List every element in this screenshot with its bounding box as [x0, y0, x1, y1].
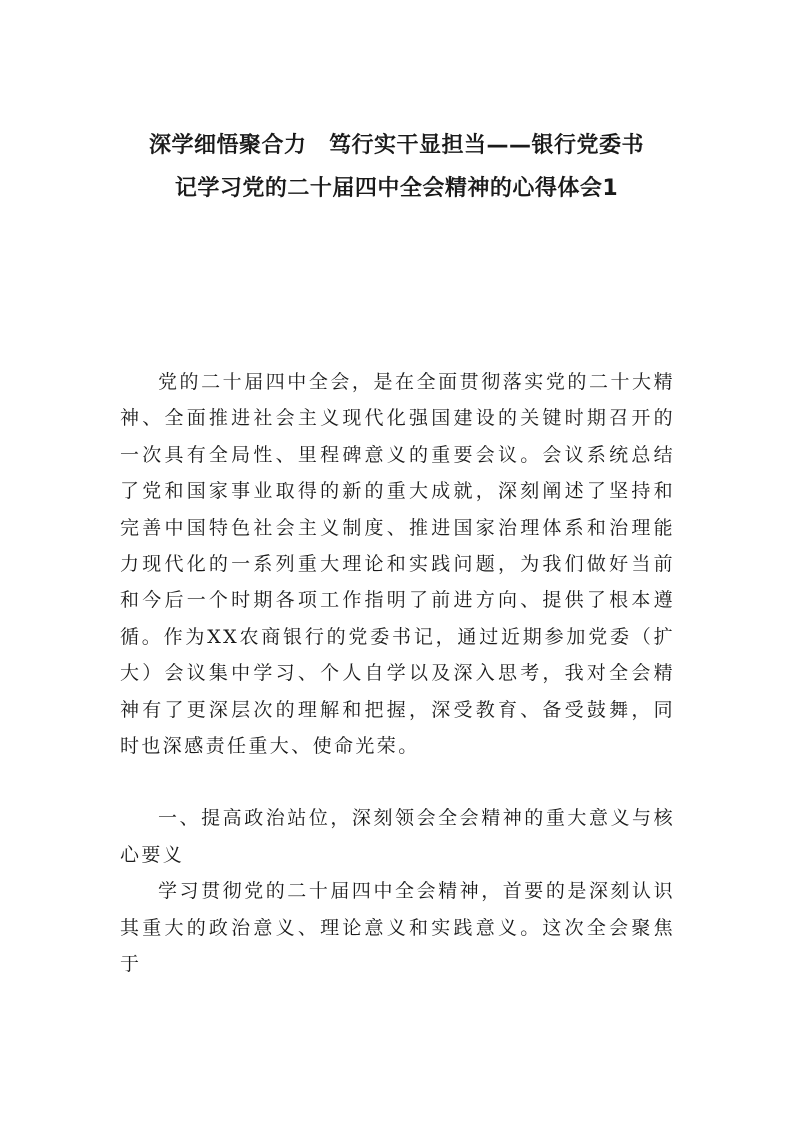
paragraph-spacer [120, 764, 675, 800]
document-title [100, 124, 693, 210]
title-line-2: 记学习党的二十届四中全会精神的心得体会1 [174, 176, 619, 201]
section-heading-1: 一、提高政治站位，深刻领会全会精神的重大意义与核心要义 [120, 807, 675, 866]
document-body [120, 364, 675, 983]
intro-paragraph: 党的二十届四中全会，是在全面贯彻落实党的二十大精神、全面推进社会主义现代化强国建设的关键时期召开的一次具有全局性、里程碑意义的重要会议。会议系统总结了党和国家事业取得的新的重大成就，深刻阐述了坚持和完善中国特色社会主义制度、推进国家治理体系和治理能力现代化的一系列重大理论和实践问题，为我们做好当前和今后一个时期各项工作指明了前进方向、提供了根本遵循。作为XX农商银行的党委书记，通过近期参加党委（扩大）会议集中学习、个人自学以及深入思考，我对全会精神有了更深层次的理解和把握，深受教育、备受鼓舞，同时也深感责任重大、使命光荣。 [120, 371, 675, 758]
title-line-1: 深学细悟聚合力 笃行实干显担当——银行党委书 [148, 133, 644, 158]
section-1-paragraph: 学习贯彻党的二十届四中全会精神，首要的是深刻认识其重大的政治意义、理论意义和实践意义。这次全会聚焦于 [120, 880, 675, 976]
